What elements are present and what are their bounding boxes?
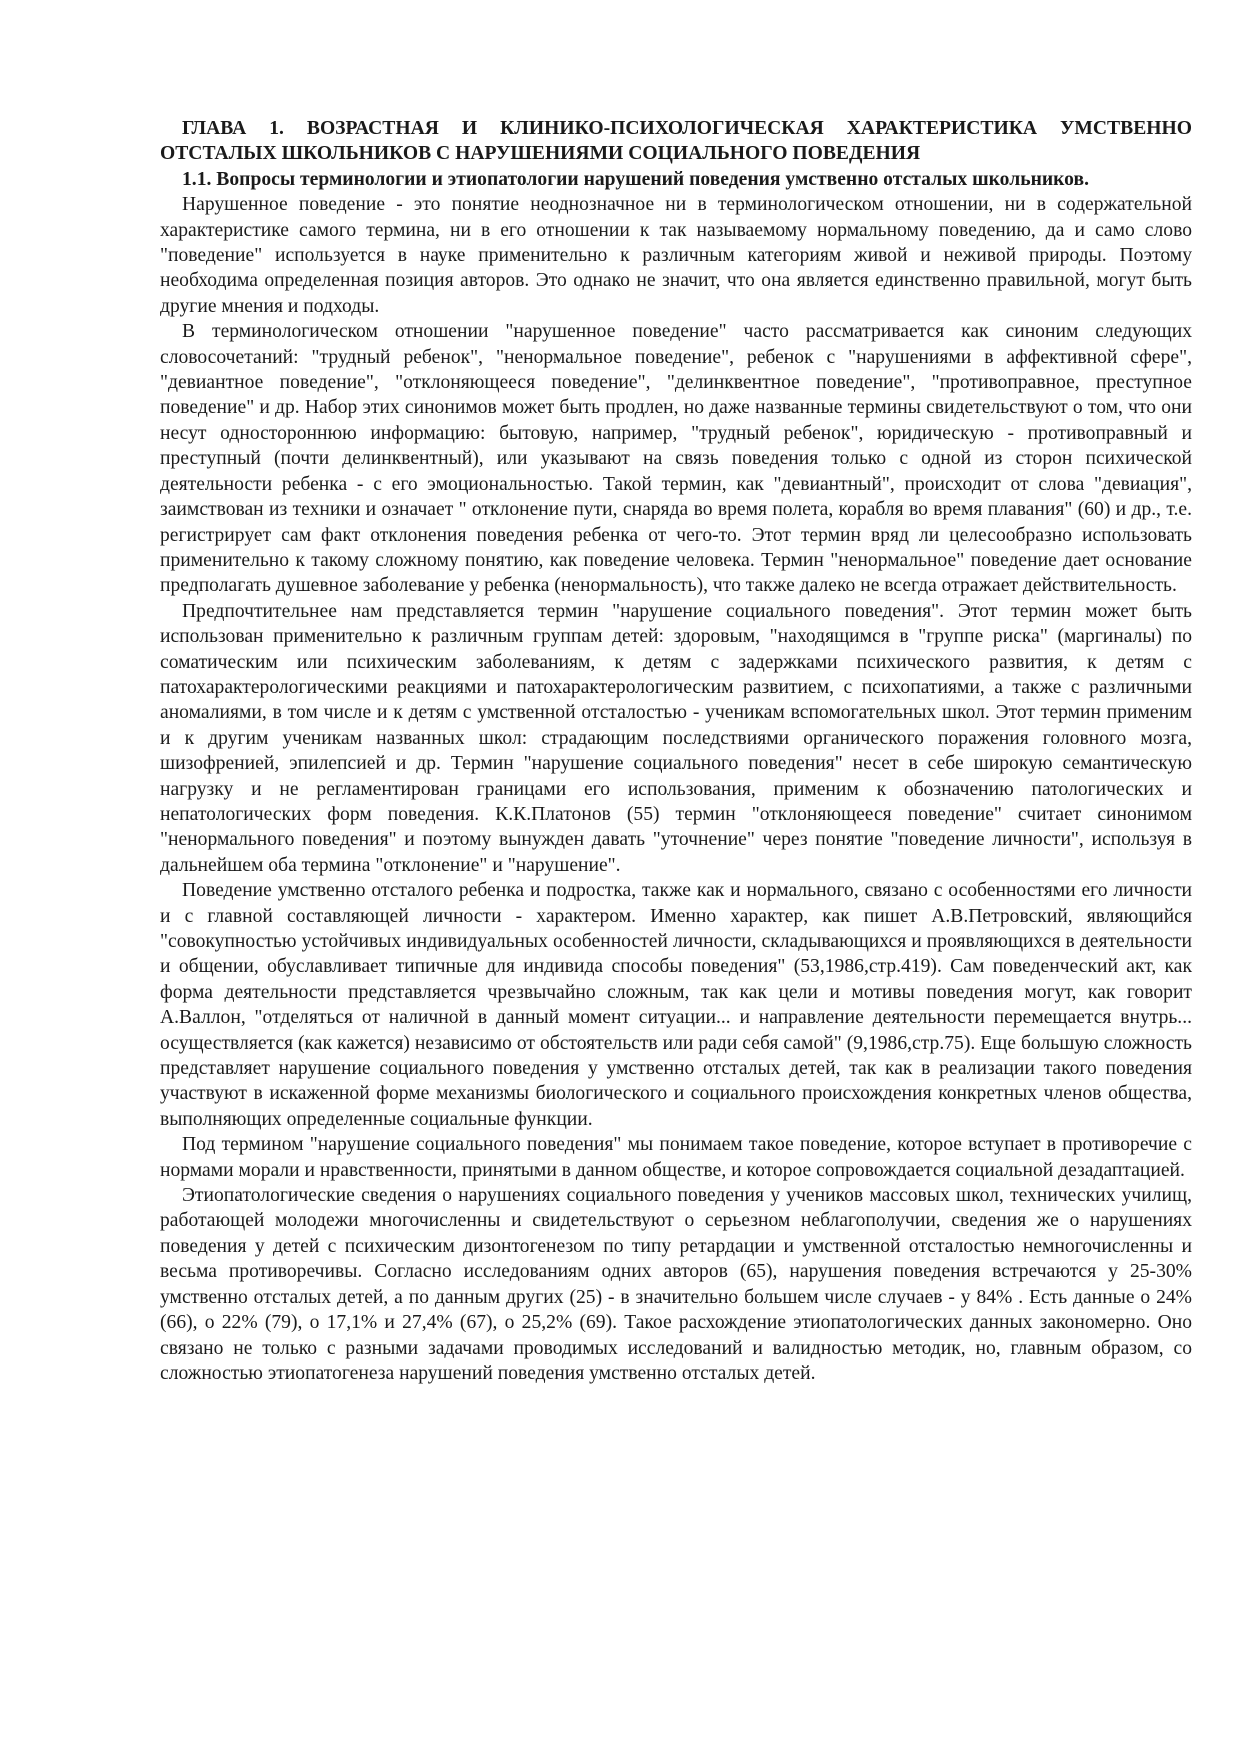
section-title: 1.1. Вопросы терминологии и этиопатологии нарушений поведения умственно отсталых школьников. [182,168,1089,190]
paragraph-2: В терминологическом отношении "нарушенное поведение" часто рассматривается как синоним следующих словосочетаний: "трудный ребенок", "ненормальное поведение", ребенок с "нарушениями в аффективной сфере", "девиантное поведение", "отклоняющееся поведение", "делинквентное поведение", "противоправное, преступное поведение" и др. Набор этих синонимов может быть продлен, но даже названные термины свидетельствуют о том, что они несут одностороннюю информацию: бытовую, например, "трудный ребенок", юридическую - противоправный и преступный (почти делинквентный), или указывают на связь поведения только с одной из сторон психической деятельности ребенка - с его эмоциональностью. Такой термин, как "девиантный", происходит от слова "девиация", заимствован из техники и означает " отклонение пути, снаряда во время полета, корабля во время плавания" (60) и др., т.е. регистрирует сам факт отклонения поведения ребенка от чего-то. Этот термин вряд ли целесообразно использовать применительно к такому сложному понятию, как поведение человека. Термин "ненормальное" поведение дает основание предполагать душевное заболевание у ребенка (ненормальность), что также далеко не всегда отражает действительность. [160,321,1192,597]
paragraph-3: Предпочтительнее нам представляется термин "нарушение социального поведения". Этот термин может быть использован применительно к различным группам детей: здоровым, "находящимся в "группе риска" (маргиналы) по соматическим или психическим заболеваниям, к детям с задержками психического развития, к детям с патохарактерологическими реакциями и патохарактерологическим развитием, с психопатиями, а также с различными аномалиями, в том числе и к детям с умственной отсталостью - ученикам вспомогательных школ. Этот термин применим и к другим ученикам названных школ: страдающим последствиями органического поражения головного мозга, шизофренией, эпилепсией и др. Термин "нарушение социального поведения" несет в себе широкую семантическую нагрузку и не регламентирован границами его использования, применим к обозначению патологических и непатологических форм поведения. К.К.Платонов (55) термин "отклоняющееся поведение" считает синонимом "ненормального поведения" и поэтому вынужден давать "уточнение" через понятие "поведение личности", используя в дальнейшем оба термина "отклонение" и "нарушение". [160,600,1192,876]
paragraph-4: Поведение умственно отсталого ребенка и подростка, также как и нормального, связано с особенностями его личности и с главной составляющей личности - характером. Именно характер, как пишет А.В.Петровский, являющийся "совокупностью устойчивых индивидуальных особенностей личности, складывающихся и проявляющихся в деятельности и общении, обуславливает типичные для индивида способы поведения" (53,1986,стр.419). Сам поведенческий акт, как форма деятельности представляется чрезвычайно сложным, так как цели и мотивы поведения могут, как говорит А.Валлон, "отделяться от наличной в данный момент ситуации... и направление деятельности перемещается внутрь... осуществляется (как кажется) независимо от обстоятельств или ради себя самой" (9,1986,стр.75). Еще большую сложность представляет нарушение социального поведения у умственно отсталых детей, так как в реализации такого поведения участвуют в искаженной форме механизмы биологического и социального происхождения конкретных членов общества, выполняющих определенные социальные функции. [160,880,1192,1130]
paragraph-5: Под термином "нарушение социального поведения" мы понимаем такое поведение, которое вступает в противоречие с нормами морали и нравственности, принятыми в данном обществе, и которое сопровождается социальной дезадаптацией. [160,1134,1192,1181]
paragraph-6: Этиопатологические сведения о нарушениях социального поведения у учеников массовых школ, технических училищ, работающей молодежи многочисленны и свидетельствуют о серьезном неблагополучии, сведения же о нарушениях поведения у детей с психическим дизонтогенезом по типу ретардации и умственной отсталостью немногочисленны и весьма противоречивы. Согласно исследованиям одних авторов (65), нарушения поведения встречаются у 25-30% умственно отсталых детей, а по данным других (25) - в значительно большем числе случаев - у 84% . Есть данные о 24% (66), о 22% (79), о 17,1% и 27,4% (67), о 25,2% (69). Такое расхождение этиопатологических данных закономерно. Оно связано не только с разными задачами проводимых исследований и валидностью методик, но, главным образом, со сложностью этиопатогенеза нарушений поведения умственно отсталых детей. [160,1185,1192,1384]
paragraph-1: Нарушенное поведение - это понятие неоднозначное ни в терминологическом отношении, ни в содержательной характеристике самого термина, ни в его отношении к так называемому нормальному поведению, да и само слово "поведение" используется в науке применительно к различным категориям живой и неживой природы. Поэтому необходима определенная позиция авторов. Это однако не значит, что она является единственно правильной, могут быть другие мнения и подходы. [160,194,1192,317]
chapter-title: ГЛАВА 1. ВОЗРАСТНАЯ И КЛИНИКО-ПСИХОЛОГИЧЕСКАЯ ХАРАКТЕРИСТИКА УМСТВЕННО ОТСТАЛЫХ ШКОЛЬНИКОВ С НАРУШЕНИЯМИ СОЦИАЛЬНОГО ПОВЕДЕНИЯ [160,118,1192,165]
document-page [160,116,1192,1386]
